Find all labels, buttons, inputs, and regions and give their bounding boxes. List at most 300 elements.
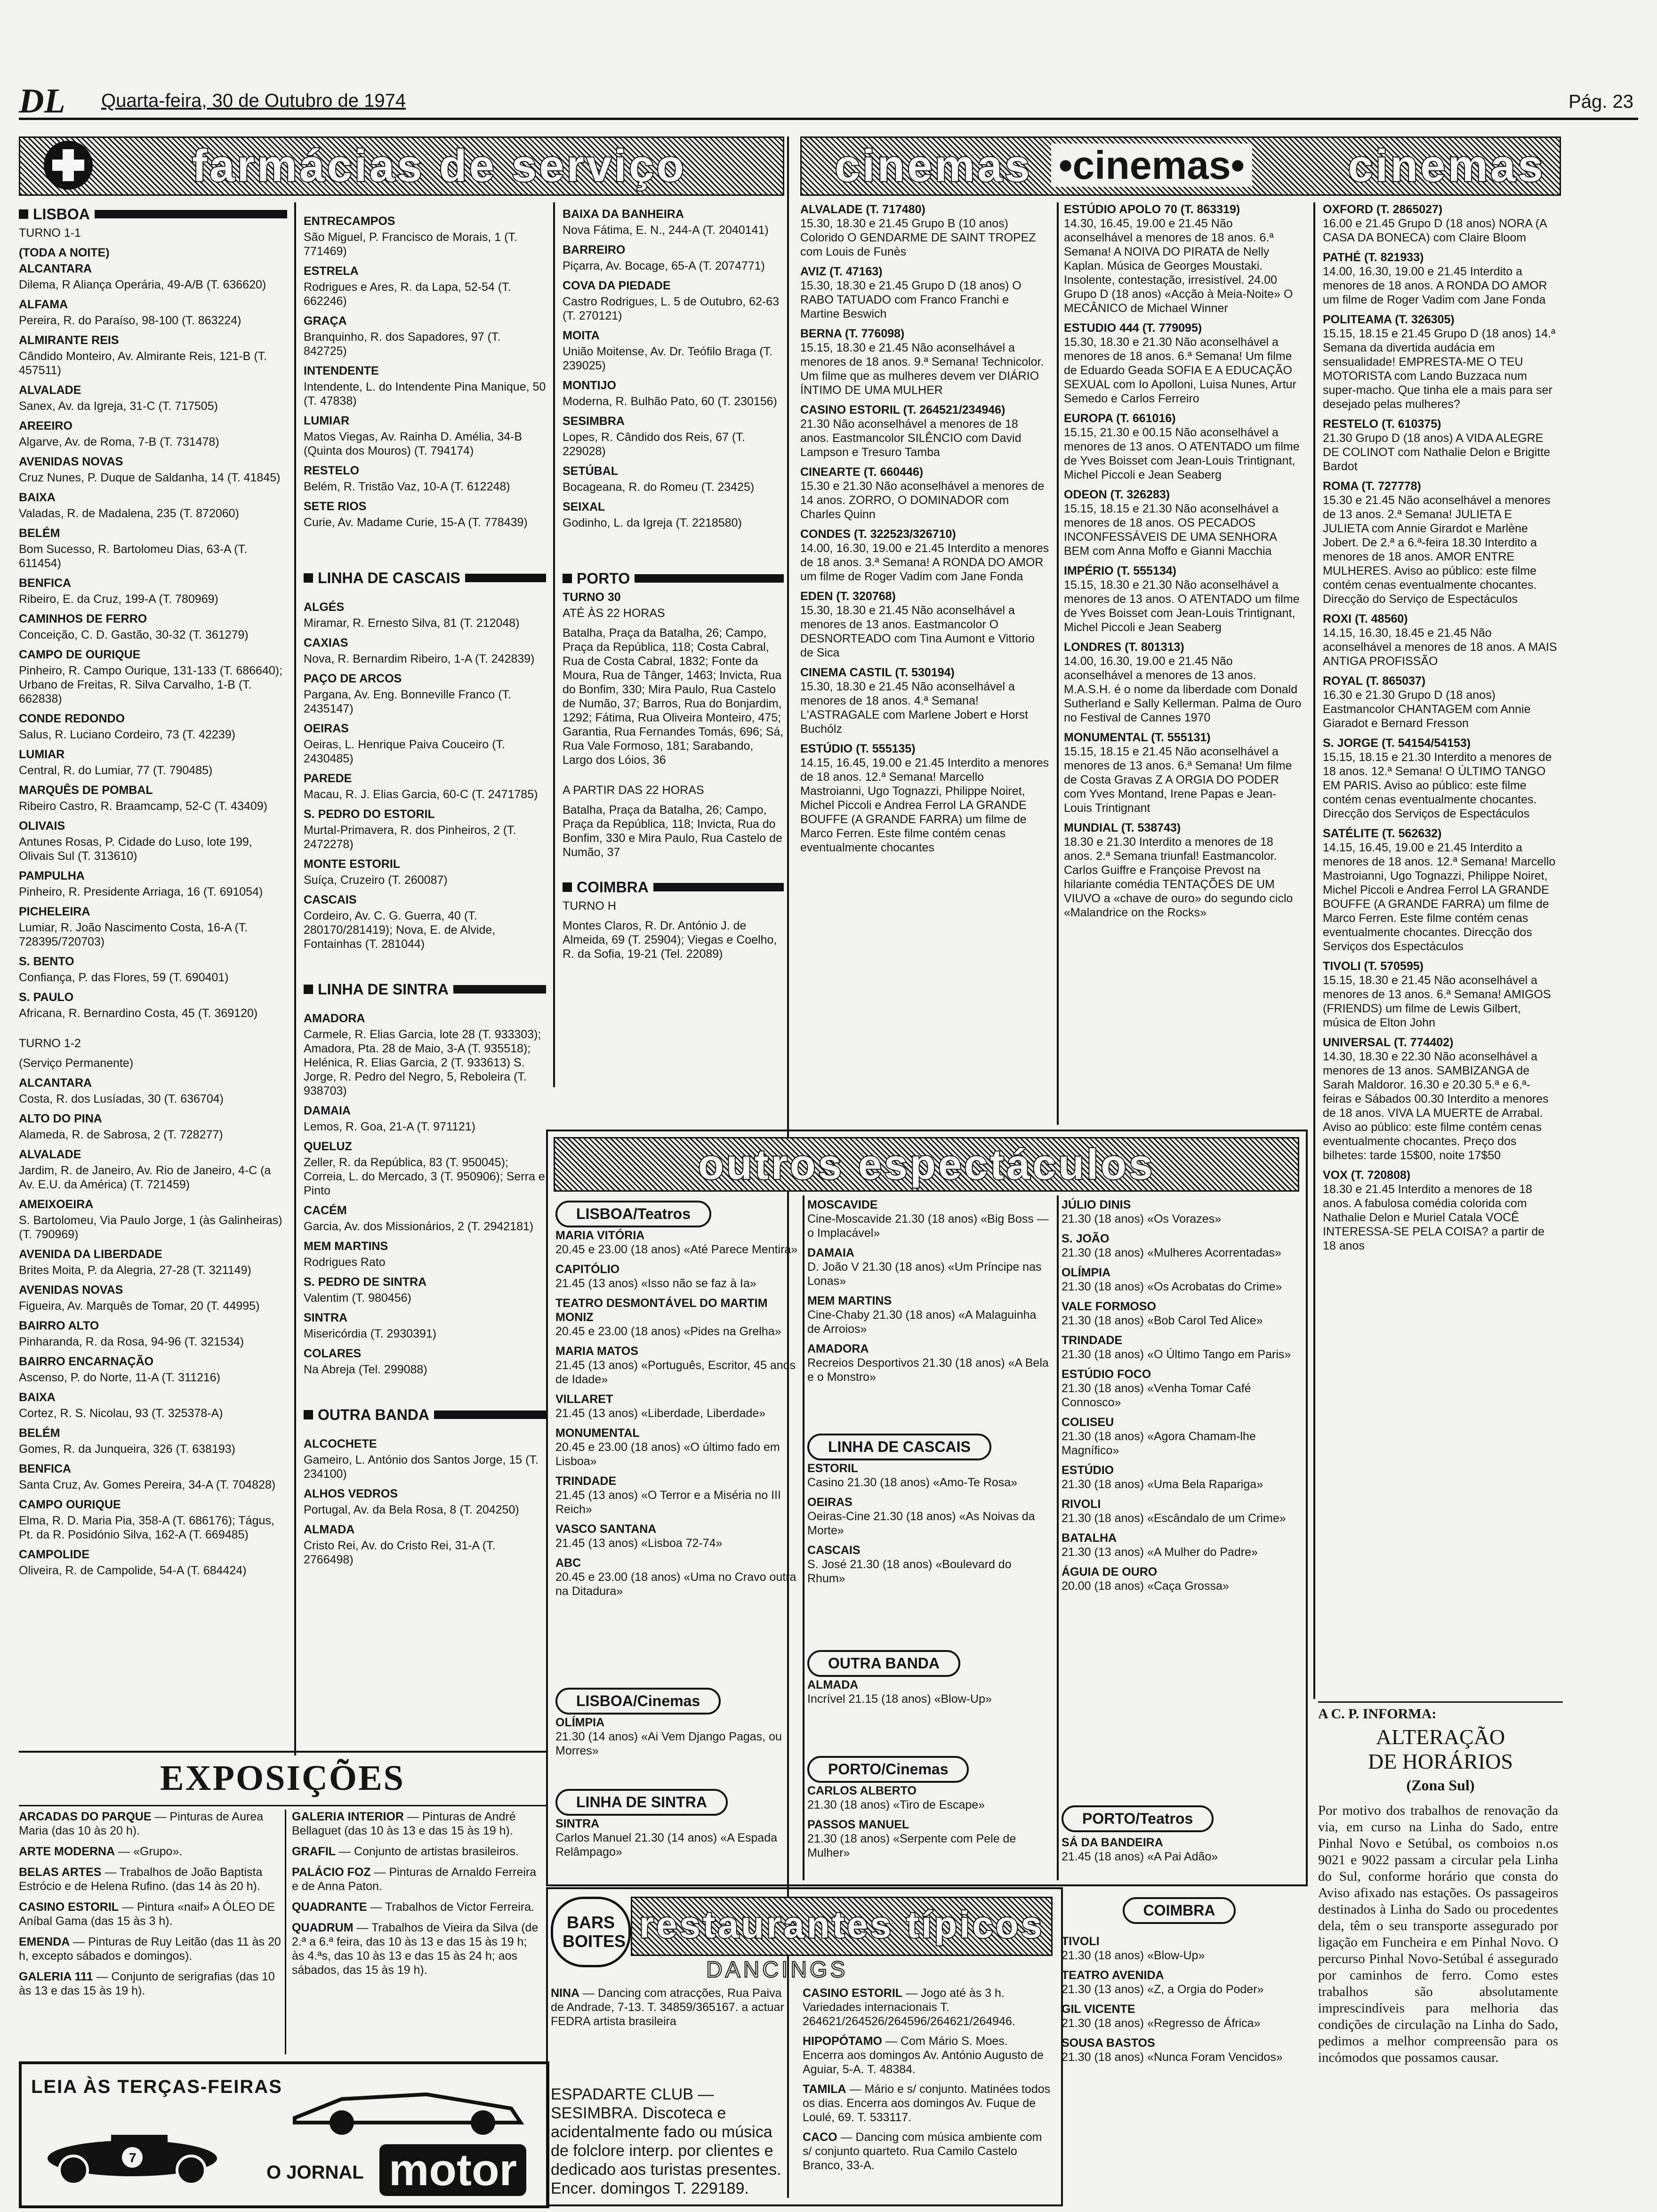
venue-name: ROYAL (T. 865037) [1323, 674, 1426, 688]
listing-detail: Jogo até às 3 h. Variedades internacionais T. 264621/264526/264596/264621/264946. [803, 1987, 1015, 2028]
listing-text: 21.45 (13 anos) «Isso não se faz à Ia» [555, 1277, 756, 1290]
district-label: CAXIAS [304, 636, 348, 649]
venue-name: ESTORIL [807, 1462, 858, 1475]
listing-text: 15.30 e 21.45 Não aconselhável a menores de 13 anos. 2.ª Semana! JULIETA E JULIETA com Annie Girardot e Marlène Jobert. De 2.ª a 6.ª-feira 18.30 Interdito a menores de 18 anos. AMOR ENTRE MULHERES. Aviso ao público: este filme contém cenas eventualmente chocantes. Direcção do Serviço de Espectáculos [1323, 494, 1551, 606]
other-shows-column-3 [1062, 1198, 1297, 1795]
listing-entry [19, 1970, 282, 1998]
venue-name: BERNA (T. 776098) [800, 327, 905, 340]
venue-name: ROMA (T. 727778) [1323, 480, 1421, 493]
district-label: MEM MARTINS [304, 1240, 388, 1253]
district-label: BAIXA DA BANHEIRA [563, 208, 684, 221]
exhibitions-column-1 [19, 1810, 282, 2054]
listing-text: Godinho, L. da Igreja (T. 2218580) [563, 516, 742, 529]
listing-text: Gomes, R. da Junqueira, 326 (T. 638193) [19, 1443, 235, 1456]
listing-text: Rodrigues e Ares, R. da Lapa, 52-54 (T. 662246) [304, 281, 511, 308]
venue-name: ESTÚDIO FOCO [1062, 1368, 1151, 1381]
heading-rule [95, 210, 287, 218]
district-label: BENFICA [19, 577, 72, 590]
listing-entry [292, 1865, 541, 1893]
district-label: ESTRELA [304, 264, 359, 278]
listing-text: 21.30 (13 anos) «Z, a Orgia do Poder» [1062, 1983, 1264, 1996]
cinemas-title-left: cinemas [835, 141, 1032, 191]
listing-text: 20.00 (18 anos) «Caça Grossa» [1062, 1579, 1229, 1593]
listing-text: 21.30 (18 anos) «Os Acrobatas do Crime» [1062, 1280, 1282, 1293]
heading-rule [453, 985, 546, 994]
other-shows-column-2 [807, 1198, 1052, 1433]
other-shows-column-2c [807, 1678, 1052, 1753]
venue-name: QUADRUM [292, 1921, 354, 1934]
district-label: CAMPOLIDE [19, 1548, 89, 1561]
listing-entry [292, 1810, 541, 1838]
listing-text: Rodrigues Rato [304, 1256, 386, 1269]
listing-text: Castro Rodrigues, L. 5 de Outubro, 62-63 (T. 270121) [563, 295, 779, 322]
venue-name: MONUMENTAL [555, 1427, 640, 1440]
svg-text:7: 7 [129, 2150, 137, 2165]
listing-text: Cruz Nunes, P. Duque de Saldanha, 14 (T. 41845) [19, 471, 281, 484]
cp-notice-subtitle: (Zona Sul) [1406, 1777, 1475, 1794]
district-label: BARREIRO [563, 243, 626, 256]
section-heading [304, 571, 546, 585]
district-label: PAMPULHA [19, 869, 85, 882]
listing-text: 15.15, 18.15 e 21.30 Interdito a menores de 18 anos. 12.ª Semana! O ÚLTIMO TANGO EM PARIS. Aviso ao público: este filme contém cenas eventualmente chocantes. Direcção dos Serviços de Espectáculos [1323, 751, 1552, 820]
district-label: AVENIDAS NOVAS [19, 1283, 123, 1297]
district-label: GRAÇA [304, 314, 347, 328]
listing-text: 15.15, 18.30 e 21.45 Não aconselhável a menores de 18 anos. 9.ª Semana! Technicolor. Um filme que as mulheres devem ver DIÁRIO ÍNTIMO DE UMA MULHER [800, 341, 1044, 397]
venue-name: QUADRANTE [292, 1900, 367, 1914]
square-bullet-icon [304, 985, 313, 994]
listing-text: Elma, R. D. Maria Pia, 358-A (T. 686176); Tágus, Pt. da R. Posidónio Silva, 162-A (T. 669485) [19, 1514, 274, 1541]
district-label: CASCAIS [304, 893, 357, 906]
district-label: MONTE ESTORIL [304, 858, 401, 871]
section-heading [563, 880, 784, 894]
district-label: AMEIXOEIRA [19, 1198, 94, 1211]
district-label: BAIRRO ENCARNAÇÃO [19, 1355, 154, 1368]
listing-text: Cortez, R. S. Nicolau, 93 (T. 325378-A) [19, 1407, 223, 1420]
district-label: BELÉM [19, 1427, 60, 1440]
listing-text: Conceição, C. D. Gastão, 30-32 (T. 361279) [19, 628, 249, 641]
venue-name: TIVOLI (T. 570595) [1323, 960, 1424, 973]
listing-text: Na Abreja (Tel. 299088) [304, 1363, 427, 1376]
listing-text: Matos Viegas, Av. Rainha D. Amélia, 34-B (Quinta dos Mouros) (T. 794174) [304, 430, 523, 457]
listing-entry: TAMILA — Mário e s/ conjunto. Matinées todos os dias. Encerra aos domingos Av. Fuque de Loulé, 69. T. 533117. [803, 2083, 1051, 2124]
venue-name: BELAS ARTES [19, 1866, 102, 1879]
cinemas-column-2 [1064, 202, 1304, 1125]
listing-text: 15.15, 18.30 e 21.45 Não aconselhável a menores de 13 anos. 6.ª Semana! AMIGOS (FRIENDS) um filme de Lewis Gilbert, música de Elton John [1323, 974, 1551, 1029]
other-shows-column-1b [555, 1715, 800, 1786]
listing-text: 21.30 (13 anos) «A Mulher do Padre» [1062, 1546, 1258, 1559]
listing-entry [19, 1935, 282, 1963]
venue-name: RESTELO (T. 610375) [1323, 417, 1441, 431]
district-label: CAMINHOS DE FERRO [19, 612, 147, 625]
spacer [19, 1026, 287, 1036]
listing-text: Cine-Chaby 21.30 (18 anos) «A Malaguinha de Arroios» [807, 1308, 1037, 1336]
espadarte-ad: ESPADARTE CLUB — SESIMBRA. Discoteca e acidentalmente fado ou música de folclore interp. por clientes e dedicado aos turistas presentes. Encer. domingos T. 229189. [551, 2085, 781, 2197]
venue-name: TIVOLI [1062, 1935, 1100, 1948]
district-label: RESTELO [304, 464, 360, 477]
district-label: INTENDENTE [304, 364, 379, 377]
venue-name: POLITEAMA (T. 326305) [1323, 313, 1455, 326]
other-shows-column-2b [807, 1461, 1052, 1647]
pharmacies-column-3 [563, 207, 784, 1092]
pill-lisboa-cinemas: LISBOA/Cinemas [555, 1688, 721, 1715]
listing-detail: — Pinturas de André Bellaguet (das 10 às 13 e das 15 às 19 h). [292, 1810, 516, 1837]
section-heading-label: LINHA DE SINTRA [318, 981, 449, 998]
listing-detail: Mário e s/ conjunto. Matinées todos os dias. Encerra aos domingos Av. Fuque de Loulé, 69. T. 533117. [803, 2083, 1051, 2124]
venue-name: TRINDADE [1062, 1334, 1123, 1347]
venue-name: VILLARET [555, 1393, 613, 1406]
listing-text: 14.15, 16.45, 19.00 e 21.45 Interdito a menores de 18 anos. 12.ª Semana! Marcello Mastroianni, Ugo Tognazzi, Philippe Noiret, Michel Piccoli e Andrea Ferrol LA GRANDE BOUFFE (A GRANDE FARRA) um filme de Marco Ferren. Este filme contém cenas eventualmente chocantes [800, 756, 1049, 854]
venue-name: MONUMENTAL (T. 555131) [1064, 731, 1211, 744]
listing-text: 21.30 (18 anos) «Os Vorazes» [1062, 1212, 1222, 1226]
pharmacy-icon [44, 141, 93, 190]
listing-text: 21.45 (13 anos) «Português, Escritor, 45 anos de Idade» [555, 1359, 796, 1386]
pill-coimbra: COIMBRA [1123, 1897, 1236, 1924]
listing-text: Intendente, L. do Intendente Pina Manique, 50 (T. 47838) [304, 380, 546, 408]
listing-text: 21.30 (18 anos) «Venha Tomar Café Connosco» [1062, 1382, 1251, 1409]
spacer [304, 957, 546, 967]
venue-name: GALERIA INTERIOR [292, 1810, 404, 1823]
shift-label: TURNO 30 [563, 591, 621, 604]
listing-text: Montes Claros, R. Dr. António J. de Almeida, 69 (T. 25904); Viegas e Coelho, R. da Sofia, 19-21 (Tel. 22089) [563, 919, 777, 961]
pill-porto-teatros: PORTO/Teatros [1062, 1805, 1214, 1832]
section-heading-label: LINHA DE CASCAIS [318, 569, 460, 586]
spacer [563, 546, 784, 556]
other-shows-column-1c [555, 1817, 800, 1878]
listing-text: Suíça, Cruzeiro (T. 260087) [304, 874, 448, 887]
listing-text: 14.15, 16.45, 19.00 e 21.45 Interdito a menores de 18 anos. 12.ª Semana! Marcello Mastroianni, Ugo Tognazzi, Philippe Noiret, Michel Piccoli e Andrea Ferrol LA GRANDE BOUFFE (A GRANDE FARRA) um filme de Marco Ferren. Este filme contém cenas eventualmente chocantes. Direcção dos Serviços dos Espectáculos [1323, 841, 1556, 953]
listing-detail: Dancing com atracções, Rua Paiva de Andrade, 7-13. T. 34859/365167. a actuar FEDRA artista brasileira [551, 1987, 784, 2028]
venue-name: JÚLIO DINIS [1062, 1198, 1131, 1211]
listing-text: Miramar, R. Ernesto Silva, 81 (T. 212048) [304, 617, 520, 630]
listing-text: Ascenso, P. do Norte, 11-A (T. 311216) [19, 1371, 221, 1384]
square-bullet-icon [563, 882, 572, 892]
listing-detail: — Trabalhos de Vieira da Silva (de 2.ª a 6.ª feira, das 10 às 13 e das 15 às 19 h; às 4.ªs, das 10 às 13 e das 15 às 24 h; aos sábados, das 15 às 19 h). [292, 1921, 539, 1977]
venue-name: DAMAIA [807, 1246, 854, 1259]
page-number: Pág. 23 [1569, 91, 1633, 112]
exhibitions-title: EXPOSIÇÕES [160, 1758, 405, 1798]
dancings-subtitle: DANCINGS [706, 1957, 848, 1982]
listing-text: TURNO 1-2 [19, 1037, 81, 1050]
venue-name: PASSOS MANUEL [807, 1818, 909, 1831]
venue-name: ÁGUIA DE OURO [1062, 1565, 1158, 1579]
bars-column-1 [551, 1986, 796, 2080]
listing-detail: — Trabalhos de Victor Ferreira. [370, 1900, 534, 1914]
spacer [304, 556, 546, 566]
venue-name: CASINO ESTORIL [19, 1900, 119, 1914]
cp-notice-body: Por motivo dos trabalhos de renovação da via, em curso na Linha do Sado, entre Pinhal Novo e Setúbal, os comboios n.os 9021 e 9022 passam a circular pela Linha do Sul, conforme horário que consta do Aviso afixado nas estações. Os passageiros destinados à Linha do Sado ou procedentes dela, têm o seu transporte assegurado por ligação em Funcheira e em Pinhal Novo. O percurso Pinhal Novo-Setúbal é assegurado por caminhos de ferro. Como estes trabalhos são absolutamente imprescindíveis para melhoria das condições de circulação na Linha do Sado, pedimos a melhor compreensão para os incómodos que possamos causar. [1318, 1803, 1558, 2065]
listing-text: 15.30, 18.30 e 21.45 Não aconselhável a menores de 13 anos. Eastmancolor O DESNORTEADO com Tina Aumont e Vittorio de Sica [800, 604, 1035, 659]
listing-text: Ribeiro Castro, R. Braamcamp, 52-C (T. 43409) [19, 800, 267, 813]
listing-text: Recreios Desportivos 21.30 (18 anos) «A Bela e o Monstro» [807, 1356, 1049, 1384]
venue-name: CASINO ESTORIL (T. 264521/234946) [800, 403, 1005, 417]
listing-text: Nova Fátima, E. N., 244-A (T. 2040141) [563, 224, 769, 237]
listing-text: Central, R. do Lumiar, 77 (T. 790485) [19, 764, 213, 777]
venue-name: HIPOPÓTAMO [803, 2035, 882, 2048]
listing-text: Sanex, Av. da Igreja, 31-C (T. 717505) [19, 400, 218, 413]
venue-name: GIL VICENTE [1062, 2003, 1135, 2016]
listing-text: Lumiar, R. João Nascimento Costa, 16-A (T. 728395/720703) [19, 921, 248, 948]
listing-text: 21.30 Grupo D (18 anos) A VIDA ALEGRE DE COLINOT com Nathalie Delon e Brigitte Bardot [1323, 432, 1551, 473]
listing-entry [292, 1844, 541, 1859]
listing-text: 18.30 e 21.30 Interdito a menores de 18 anos. 2.ª Semana triunfal! Eastmancolor. Carlos Guiffre e Françoise Prevost na hilariante comédia TENTAÇÕES DE UM VIUVO a «chave de ouro» do segundo ciclo «Malandrice on the Rocks» [1064, 835, 1293, 919]
cinemas-title-right: cinemas [1348, 141, 1545, 191]
district-label: OLIVAIS [19, 819, 65, 833]
listing-text: Branquinho, R. dos Sapadores, 97 (T. 842725) [304, 330, 501, 358]
listing-detail: — Trabalhos de João Baptista Estrócio e de Helena Rufino. (das 14 às 20 h). [19, 1866, 263, 1893]
venue-name: BATALHA [1062, 1531, 1117, 1545]
listing-detail: — Pinturas de Arnaldo Ferreira e de Anna Paton. [292, 1866, 537, 1893]
district-label: ALHOS VEDROS [304, 1487, 398, 1500]
district-label: ALVALADE [19, 384, 81, 397]
venue-name: COLISEU [1062, 1416, 1114, 1429]
district-label: ALGÉS [304, 601, 345, 614]
district-label: SETE RIOS [304, 500, 367, 513]
listing-text: Oliveira, R. de Campolide, 54-A (T. 684424) [19, 1564, 247, 1577]
district-label: ALFAMA [19, 298, 68, 311]
district-label: CAMPO OURIQUE [19, 1498, 121, 1511]
section-heading-label: COIMBRA [577, 879, 649, 896]
listing-text: Santa Cruz, Av. Gomes Pereira, 34-A (T. 704828) [19, 1478, 276, 1491]
listing-text: Pinheiro, R. Campo Ourique, 131-133 (T. 686640); Urbano de Freitas, R. Silva Carvalho, 1-B (T. 662838) [19, 664, 283, 705]
venue-name: ESTUDIO 444 (T. 779095) [1064, 321, 1202, 335]
section-heading [304, 982, 546, 996]
listing-text: Macau, R. J. Elias Garcia, 60-C (T. 2471785) [304, 788, 538, 801]
listing-text: Batalha, Praça da Batalha, 26; Campo, Praça da República, 118; Costa Cabral, Rua de Costa Cabral, 1832; Fonte da Moura, Rua de Tânger, 1463; Invicta, Rua do Bonfim, 330; Mira Paulo, Rua Castelo de Numão, 37; Barros, Rua do Bonjardim, 1292; Fátima, Rua Oliveira Monteiro, 475; Garantia, Rua Fernandes Tomás, 696; Sá, Rua Vale Formoso, 181; Sarabando, Largo dos Lóios, 36 [563, 626, 784, 767]
venue-name: MOSCAVIDE [807, 1198, 878, 1211]
venue-name: VOX (T. 720808) [1323, 1169, 1411, 1182]
venue-name: RIVOLI [1062, 1498, 1101, 1511]
spacer [304, 545, 546, 556]
district-label: OEIRAS [304, 722, 349, 735]
listing-text: Brites Moita, P. da Alegria, 27-28 (T. 321149) [19, 1264, 251, 1277]
venue-name: AMADORA [807, 1342, 869, 1355]
listing-text: Africana, R. Bernardino Costa, 45 (T. 369120) [19, 1007, 258, 1020]
spacer [304, 535, 546, 545]
listing-entry [19, 1900, 282, 1928]
venue-name: MUNDIAL (T. 538743) [1064, 821, 1181, 834]
spacer [304, 590, 546, 600]
venue-name: EDEN (T. 320768) [800, 590, 896, 603]
listing-text: 15.15, 18.30 e 21.30 Não aconselhável a menores de 13 anos. O ATENTADO um filme de Yves Boisset com Jean-Louis Trintignant, Michel Piccoli e Jean Seaberg [1064, 578, 1300, 634]
listing-text: Oeiras, L. Henrique Paiva Couceiro (T. 2430485) [304, 738, 505, 765]
heading-rule [465, 574, 546, 582]
listing-text: 21.30 (18 anos) «Bob Carol Ted Alice» [1062, 1314, 1263, 1327]
listing-text: 21.30 (18 anos) «Escândalo de um Crime» [1062, 1512, 1286, 1525]
listing-text: D. João V 21.30 (18 anos) «Um Príncipe nas Lonas» [807, 1260, 1042, 1288]
listing-text: Dilema, R Aliança Operária, 49-A/B (T. 636620) [19, 278, 266, 291]
bars-column-2 [803, 1986, 1052, 2203]
listing-text: 21.30 (18 anos) «Regresso de África» [1062, 2017, 1261, 2030]
listing-text: União Moitense, Av. Dr. Teófilo Braga (T. 239025) [563, 345, 773, 372]
district-label: AREEIRO [19, 419, 72, 433]
listing-text: 16.30 e 21.30 Grupo D (18 anos) Eastmancolor CHANTAGEM com Annie Giaradot e Bernard Fresson [1323, 689, 1531, 730]
square-bullet-icon [563, 574, 572, 583]
venue-name: PALÁCIO FOZ [292, 1866, 371, 1879]
venue-name: CARLOS ALBERTO [807, 1784, 917, 1797]
listing-text: Algarve, Av. de Roma, 7-B (T. 731478) [19, 435, 219, 449]
spacer [304, 1427, 546, 1437]
spacer [304, 1001, 546, 1011]
venue-name: ODEON (T. 326283) [1064, 488, 1170, 501]
venue-name: ARTE MODERNA [19, 1845, 115, 1858]
listing-text: Carmele, R. Elias Garcia, lote 28 (T. 933303); Amadora, Pta. 28 de Maio, 3-A (T. 935518); Helénica, R. Elias Garcia, 2 (T. 933613) S. Jorge, R. Pedro del Negro, 5, Reboleira (T. 938703) [304, 1028, 541, 1098]
listing-text: São Miguel, P. Francisco de Morais, 1 (T. 771469) [304, 231, 517, 258]
pill-porto-cinemas: PORTO/Cinemas [807, 1756, 969, 1783]
venue-name: CACO [803, 2131, 837, 2144]
listing-text: Pinheiro, R. Presidente Arriaga, 16 (T. 691054) [19, 885, 263, 898]
race-car-icon [285, 2076, 530, 2137]
venue-name: TEATRO AVENIDA [1062, 1969, 1164, 1982]
district-label: DAMAIA [304, 1104, 351, 1117]
spacer [304, 1393, 546, 1403]
district-label: LUMIAR [304, 414, 350, 427]
square-bullet-icon [304, 573, 313, 583]
other-shows-column-3b [1062, 1835, 1297, 1880]
listing-entry [19, 1810, 282, 1838]
heading-rule [434, 1411, 546, 1419]
listing-text: 21.45 (13 anos) «O Terror e a Miséria no III Reich» [555, 1489, 781, 1516]
listing-text: Costa, R. dos Lusíadas, 30 (T. 636704) [19, 1092, 224, 1106]
cp-notice-header: A C. P. INFORMA: [1318, 1706, 1437, 1722]
venue-name: CAPITÓLIO [555, 1263, 620, 1276]
venue-name: ESTÚDIO [1062, 1464, 1114, 1477]
venue-name: ROXI (T. 48560) [1323, 612, 1408, 625]
venue-name: SÁ DA BANDEIRA [1062, 1836, 1163, 1849]
district-label: ENTRECAMPOS [304, 215, 395, 228]
listing-detail: — Pinturas de Ruy Leitão (das 11 às 20 h, excepto sábados e domingos). [19, 1935, 281, 1963]
listing-text: 20.45 e 23.00 (18 anos) «Pides na Grelha» [555, 1325, 781, 1338]
listing-text: 21.30 (14 anos) «Ai Vem Django Pagas, ou Morres» [555, 1730, 782, 1757]
venue-name: OLÍMPIA [1062, 1266, 1111, 1279]
listing-text: 21.30 (18 anos) «Blow-Up» [1062, 1949, 1205, 1962]
listing-text: 14.00, 16.30, 19.00 e 21.45 Não aconselhável a menores de 13 anos. M.A.S.H. é o nome da liberdade com Donald Sutherland e Sally Kellerman. Palma de Ouro no Festival de Cannes 1970 [1064, 655, 1302, 724]
district-label: COLARES [304, 1347, 362, 1360]
listing-text: 14.00, 16.30, 19.00 e 21.45 Interdito a menores de 18 anos. 3.ª Semana! A RONDA DO AMOR um filme de Roger Vadim com Jane Fonda [800, 542, 1049, 583]
listing-entry [292, 1921, 541, 1977]
venue-name: AVIZ (T. 47163) [800, 265, 883, 278]
district-label: MOITA [563, 329, 600, 342]
listing-text: 15.15, 18.15 e 21.45 Não aconselhável a menores de 13 anos. 6.ª Semana! Um filme de Costa Gravas Z A ORGIA DO PODER com Yves Montand, Irene Papas e Jean-Louis Trintignant [1064, 745, 1292, 815]
venue-name: EUROPA (T. 661016) [1064, 412, 1176, 425]
listing-detail: Com Mário S. Moes. Encerra aos domingos Av. António Augusto de Aguiar, 5-A. T. 48384. [803, 2035, 1044, 2076]
listing-text: Lopes, R. Cândido dos Reis, 67 (T. 229028) [563, 431, 745, 458]
section-heading-label: PORTO [577, 570, 630, 587]
district-label: S. PEDRO DE SINTRA [304, 1275, 427, 1289]
heading-rule [635, 574, 784, 583]
cp-notice-title-1: ALTERAÇÃO [1375, 1725, 1505, 1749]
listing-text: Valentim (T. 980456) [304, 1291, 411, 1305]
listing-text: ATÉ ÀS 22 HORAS [563, 607, 665, 620]
listing-detail: — Pintura «naif» A ÓLEO DE Aníbal Gama (das 15 às 3 h). [19, 1900, 275, 1928]
pill-outra-banda: OUTRA BANDA [807, 1650, 960, 1677]
district-label: ALMADA [304, 1523, 355, 1536]
listing-entry [19, 1865, 282, 1893]
listing-text: 20.45 e 23.00 (18 anos) «Uma no Cravo outra na Ditadura» [555, 1571, 796, 1598]
listing-text: Pereira, R. do Paraíso, 98-100 (T. 863224) [19, 314, 241, 327]
district-label: SINTRA [304, 1311, 348, 1324]
district-label: BAIRRO ALTO [19, 1319, 99, 1332]
cp-notice-title-2: DE HORÁRIOS [1368, 1749, 1513, 1773]
listing-entry [292, 1900, 541, 1914]
district-label: QUELUZ [304, 1140, 352, 1153]
listing-text: 20.45 e 23.00 (18 anos) «O último fado em Lisboa» [555, 1441, 780, 1468]
listing-text: Belém, R. Tristão Vaz, 10-A (T. 612248) [304, 480, 510, 493]
listing-detail: — Pinturas de Aurea Maria (das 10 às 20 h). [19, 1810, 264, 1837]
listing-text: 16.00 e 21.45 Grupo D (18 anos) NORA (A CASA DA BONECA) com Claire Bloom [1323, 217, 1547, 244]
district-label: BELÉM [19, 527, 60, 540]
venue-name: S. JOÃO [1062, 1232, 1110, 1245]
square-bullet-icon [304, 1410, 313, 1419]
pill-lisboa-teatros: LISBOA/Teatros [555, 1201, 711, 1227]
district-label: BAIXA [19, 491, 56, 504]
venue-name: EMENDA [19, 1935, 70, 1948]
restaurants-banner [631, 1897, 1053, 1956]
motor-ad [19, 2061, 549, 2208]
listing-text: 14.00, 16.30, 19.00 e 21.45 Interdito a menores de 18 anos. A RONDA DO AMOR um filme de Roger Vadim com Jane Fonda [1323, 265, 1547, 306]
other-shows-column-1 [555, 1228, 800, 1685]
listing-text: Piçarra, Av. Bocage, 65-A (T. 2074771) [563, 259, 765, 272]
listing-text: Portugal, Av. da Bela Rosa, 8 (T. 204250) [304, 1503, 519, 1516]
listing-text: Misericórdia (T. 2930391) [304, 1327, 437, 1340]
venue-name: MEM MARTINS [807, 1294, 892, 1307]
spacer [563, 773, 784, 783]
district-label: SEIXAL [563, 500, 605, 513]
listing-text: 15.30, 18.30 e 21.45 Grupo D (18 anos) O RABO TATUADO com Franco Franchi e Martine Beswich [800, 279, 1022, 321]
listing-text: 21.45 (18 anos) «A Pai Adão» [1062, 1850, 1218, 1863]
listing-text: Cristo Rei, Av. do Cristo Rei, 31-A (T. 2766498) [304, 1539, 496, 1566]
district-label: S. PAULO [19, 991, 74, 1004]
section-heading [304, 1408, 546, 1422]
listing-text: Moderna, R. Bulhão Pato, 60 (T. 230156) [563, 395, 777, 408]
venue-name: OXFORD (T. 2865027) [1323, 203, 1443, 216]
bars-badge [551, 1897, 631, 1967]
listing-text: 15.15, 21.30 e 00.15 Não aconselhável a menores de 13 anos. O ATENTADO um filme de Yves Boisset com Jean-Louis Trintignant, Michel Piccoli e Jean Seaberg [1064, 426, 1300, 481]
listing-text: 15.30 e 21.30 Não aconselhável a menores de 14 anos. ZORRO, O DOMINADOR com Charles Quinn [800, 480, 1045, 521]
venue-name: NINA [551, 1987, 580, 2000]
district-label: PICHELEIRA [19, 905, 90, 918]
venue-name: VALE FORMOSO [1062, 1300, 1156, 1313]
listing-text: 18.30 e 21.45 Interdito a menores de 18 anos. A fabulosa comédia colorida com Nathalie Delon e Muriel Catala VOCÊ INTERESSA-SE PELA COISA? a partir de 18 anos [1323, 1183, 1545, 1252]
district-label: BENFICA [19, 1462, 72, 1475]
listing-text: Alameda, R. de Sabrosa, 2 (T. 728277) [19, 1128, 223, 1141]
district-label: PAREDE [304, 772, 352, 785]
venue-name: OEIRAS [807, 1496, 853, 1509]
venue-name: LONDRES (T. 801313) [1064, 641, 1184, 654]
venue-name: SATÉLITE (T. 562632) [1323, 827, 1442, 840]
section-heading [19, 207, 287, 221]
exhibitions-column-2 [292, 1810, 541, 2054]
other-shows-title: outros espectáculos [698, 1141, 1155, 1188]
listing-text: Antunes Rosas, P. Cidade do Luso, lote 199, Olivais Sul (T. 313610) [19, 835, 252, 863]
venue-name: SOUSA BASTOS [1062, 2036, 1155, 2050]
listing-text: Nova, R. Bernardim Ribeiro, 1-A (T. 242839) [304, 652, 535, 665]
listing-text: 21.30 (18 anos) «Serpente com Pele de Mulher» [807, 1832, 1016, 1859]
venue-name: CONDES (T. 322523/326710) [800, 528, 956, 541]
venue-name: VASCO SANTANA [555, 1523, 657, 1536]
listing-text: Valadas, R. de Madalena, 235 (T. 872060) [19, 507, 239, 520]
listing-text: 15.15, 18.15 e 21.45 Grupo D (18 anos) 14.ª Semana da divertida audácia em sensualidade! EMPRESTA-ME O TEU MOTORISTA com Lando Buzzaca num super-macho. Que tinha ele a mais para ser desejado pelas mulheres? [1323, 327, 1556, 411]
listing-text: Jardim, R. de Janeiro, Av. Rio de Janeiro, 4-C (a Av. E.U. da América) (T. 721459) [19, 1164, 271, 1191]
other-shows-banner [554, 1137, 1299, 1192]
listing-text: Pargana, Av. Eng. Bonneville Franco (T. 2435147) [304, 688, 511, 715]
listing-text: 21.30 (18 anos) «Tiro de Escape» [807, 1798, 985, 1811]
district-label: LUMIAR [19, 748, 65, 761]
venue-name: TEATRO DESMONTÁVEL DO MARTIM MONIZ [555, 1297, 768, 1324]
spacer [304, 967, 546, 978]
listing-text: TURNO H [563, 899, 616, 913]
district-label: CACÉM [304, 1204, 347, 1217]
district-label: CONDE REDONDO [19, 712, 125, 725]
